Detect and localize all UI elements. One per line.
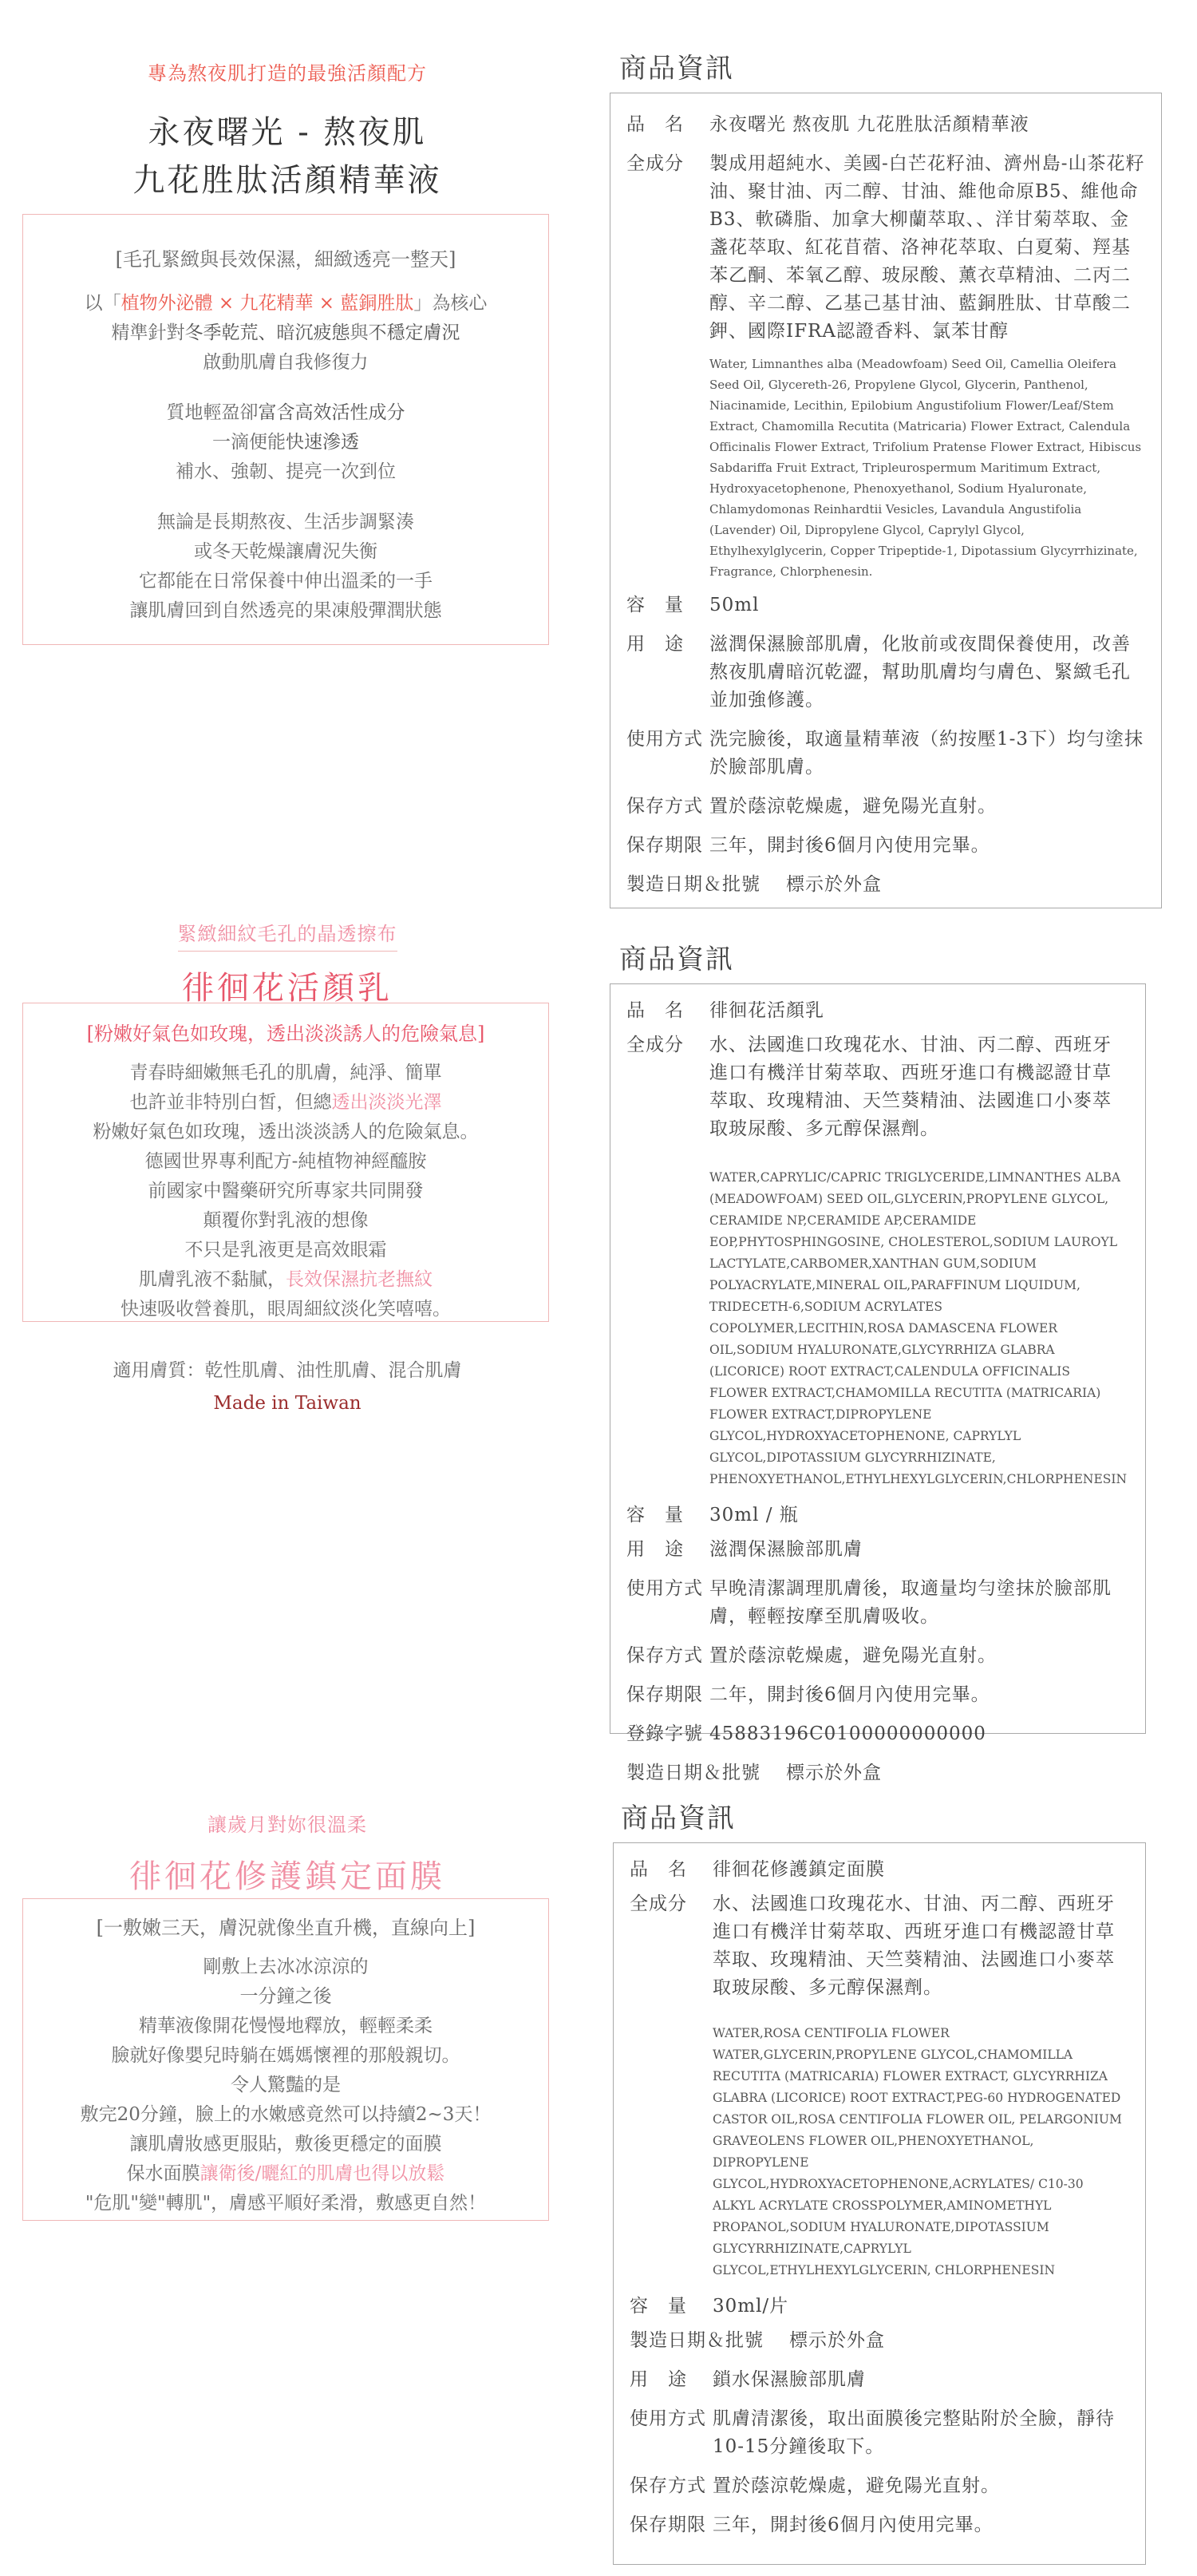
serum-description-box (22, 214, 549, 645)
mask-copy-line: 敷完20分鐘，臉上的水嫩感竟然可以持續2~3天！ (80, 2104, 492, 2125)
mask-info-title: 商品資訊 (621, 1802, 736, 1834)
product-section-mask (0, 1796, 1197, 2576)
info-row-name: 品 名 徘徊花活顏乳 (626, 1000, 824, 1021)
info-row-usage: 用 途 滋潤保濕臉部肌膚，化妝前或夜間保養使用，改善熬夜肌膚暗沉乾澀，幫助肌膚均勻膚色、緊緻毛孔並加強修護。 (626, 634, 1131, 710)
mask-copy-line: 精華液像開花慢慢地釋放，輕輕柔柔 (139, 2016, 433, 2036)
lotion-copy-line: 也許並非特別白皙，但總透出淡淡光澤 (129, 1092, 442, 1113)
serum-title-line2: 九花胜肽活顏精華液 (132, 162, 442, 199)
mask-intro (0, 1809, 575, 1897)
info-row-shelf-life: 保存期限 三年，開封後6個月內使用完畢。 (630, 2515, 994, 2535)
serum-title-line1: 永夜曙光 - 熬夜肌 (148, 114, 427, 151)
info-row-volume: 容 量 30ml / 瓶 (626, 1505, 799, 1525)
mask-copy-line: 剛敷上去冰冰涼涼的 (203, 1957, 369, 1977)
lotion-box-head: [粉嫩好氣色如玫瑰，透出淡淡誘人的危險氣息] (86, 1023, 485, 1045)
lotion-copy-line: 德國世界專利配方-純植物神經醯胺 (144, 1151, 427, 1172)
info-row-storage: 保存方式 置於蔭涼乾燥處，避免陽光直射。 (626, 1645, 997, 1666)
mask-box-head: [一敷嫩三天，膚況就像坐直升機，直線向上] (96, 1917, 476, 1939)
info-row-registration: 登錄字號 45883196C0100000000000 (626, 1723, 986, 1744)
lotion-info-title: 商品資訊 (619, 944, 734, 975)
info-row-ingredients: 全成分 製成用超純水、美國-白芒花籽油、濟州島-山茶花籽油、聚甘油、丙二醇、甘油、維他命原B5、維他命B3、軟磷脂、加拿大柳蘭萃取、、洋甘菊萃取、金盞花萃取、紅花苜蓿、洛神花萃取、白夏菊、羥基苯乙酮、苯氧乙醇、玻尿酸、薰衣草精油、二丙二醇、辛二醇、乙基己基甘油、藍銅胜肽、甘草酸二鉀、國際IFRA認證香料、氯苯甘醇 Water, Limnanthes alba (Meadowfoam) Seed Oil, Camellia Oleifera Seed Oil, Glycereth-26, Propylene Glycol, Glycerin, Panthenol, Niacinamide, Lecithin, Epilobium Angustifolium Flower/Leaf/Stem Extract, Chamomilla Recutita (Matricaria) Flower Extract, Calendula Officinalis Flower Extract, Trifolium Pratense Flower Extract, Hibiscus Sabdariffa Fruit Extract, Tripleurospermum Maritimum Extract, Hydroxyacetophenone, Phenoxyethanol, Sodium Hyaluronate, Chlamydomonas Reinhardtii Vesicles, Lavandula Angustifolia (Lavender) Oil, Dipropylene Glycol, Caprylyl Glycol, Ethylhexylglycerin, Copper Tripeptide-1, Dipotassium Glycyrrhizinate, Fragrance, Chlorphenesin. (626, 150, 1145, 587)
serum-copy-line: 一滴便能快速滲透 (212, 432, 359, 453)
product-section-lotion (0, 918, 1197, 1783)
lotion-copy-line: 前國家中醫藥研究所專家共同開發 (148, 1181, 424, 1201)
mask-copy-line: 保水面膜讓衛後/曬紅的肌膚也得以放鬆 (126, 2163, 445, 2184)
serum-copy-line: 讓肌膚回到自然透亮的果凍般彈潤狀態 (129, 600, 442, 621)
serum-copy-line: 以「植物外泌體 × 九花精華 × 藍銅胜肽」為核心 (84, 293, 488, 314)
ingredients-en: WATER,CAPRYLIC/CAPRIC TRIGLYCERIDE,LIMNANTHES ALBA (MEADOWFOAM) SEED OIL,GLYCERIN,PROPYLENE GLYCOL, CERAMIDE NP,CERAMIDE AP,CERAMIDE EOP,PHYTOSPHINGOSINE, CHOLESTEROL,SODIUM LAUROYL LACTYLATE,CARBOMER,XANTHAN GUM,SODIUM POLYACRYLATE,MINERAL OIL,PARAFFINUM LIQUIDUM, TRIDECETH-6,SODIUM ACRYLATES COPOLYMER,LECITHIN,ROSA DAMASCENA FLOWER OIL,SODIUM HYALURONATE,GLYCYRRHIZA GLABRA (LICORICE) ROOT EXTRACT,CALENDULA OFFICINALIS FLOWER EXTRACT,CHAMOMILLA RECUTITA (MATRICARIA) FLOWER EXTRACT,DIPROPYLENE GLYCOL,HYDROXYACETOPHENONE, CAPRYLYL GLYCOL,DIPOTASSIUM GLYCYRRHIZINATE, PHENOXYETHANOL,ETHYLHEXYLGLYCERIN,CHLORPHENESIN (709, 1170, 1128, 1486)
info-row-shelf-life: 保存期限 三年，開封後6個月內使用完畢。 (626, 835, 990, 856)
serum-copy-line: 或冬天乾燥讓膚況失衡 (194, 541, 377, 562)
info-row-name: 品 名 徘徊花修護鎮定面膜 (630, 1859, 885, 1880)
lotion-skin-info (0, 1355, 575, 1414)
serum-copy-line: 補水、強韌、提亮一次到位 (176, 461, 396, 482)
serum-tagline: 專為熬夜肌打造的最強活顏配方 (148, 62, 427, 85)
lotion-skin-types: 適用膚質：乾性肌膚、油性肌膚、混合肌膚 (113, 1360, 462, 1381)
info-row-ingredients: 全成分 水、法國進口玫瑰花水、甘油、丙二醇、西班牙進口有機洋甘菊萃取、西班牙進口有機認證甘草萃取、玫瑰精油、天竺葵精油、法國進口小麥萃取玻尿酸、多元醇保濕劑。 WATER,CAPRYLIC/CAPRIC TRIGLYCERIDE,LIMNANTHES ALBA (MEADOWFOAM) SEED OIL,GLYCERIN,PROPYLENE GLYCOL, CERAMIDE NP,CERAMIDE AP,CERAMIDE EOP,PHYTOSPHINGOSINE, CHOLESTEROL,SODIUM LAUROYL LACTYLATE,CARBOMER,XANTHAN GUM,SODIUM POLYACRYLATE,MINERAL OIL,PARAFFINUM LIQUIDUM, TRIDECETH-6,SODIUM ACRYLATES COPOLYMER,LECITHIN,ROSA DAMASCENA FLOWER OIL,SODIUM HYALURONATE,GLYCYRRHIZA GLABRA (LICORICE) ROOT EXTRACT,CALENDULA OFFICINALIS FLOWER EXTRACT,CHAMOMILLA RECUTITA (MATRICARIA) FLOWER EXTRACT,DIPROPYLENE GLYCOL,HYDROXYACETOPHENONE, CAPRYLYL GLYCOL,DIPOTASSIUM GLYCYRRHIZINATE, PHENOXYETHANOL,ETHYLHEXYLGLYCERIN,CHLORPHENESIN (626, 1031, 1129, 1495)
info-row-ingredients: 全成分 水、法國進口玫瑰花水、甘油、丙二醇、西班牙進口有機洋甘菊萃取、西班牙進口有機認證甘草萃取、玫瑰精油、天竺葵精油、法國進口小麥萃取玻尿酸、多元醇保濕劑。 WATER,ROSA CENTIFOLIA FLOWER WATER,GLYCERIN,PROPYLENE GLYCOL,CHAMOMILLA RECUTITA (MATRICARIA) FLOWER EXTRACT, GLYCYRRHIZA GLABRA (LICORICE) ROOT EXTRACT,PEG-60 HYDROGENATED CASTOR OIL,ROSA CENTIFOLIA FLOWER OIL, PELARGONIUM GRAVEOLENS FLOWER OIL,PHENOXYETHANOL, DIPROPYLENE GLYCOL,HYDROXYACETOPHENONE,ACRYLATES/ C10-30 ALKYL ACRYLATE CROSSPOLYMER,AMINOMETHYL PROPANOL,SODIUM HYALURONATE,DIPOTASSIUM GLYCYRRHIZINATE,CAPRYLYL GLYCOL,ETHYLHEXYLGLYCERIN, CHLORPHENESIN (630, 1890, 1129, 2286)
info-row-directions: 使用方式 早晚清潔調理肌膚後，取適量均勻塗抹於臉部肌膚，輕輕按摩至肌膚吸收。 (626, 1578, 1112, 1627)
info-row-volume: 容 量 30ml/片 (630, 2296, 789, 2317)
ingredients-en: Water, Limnanthes alba (Meadowfoam) Seed Oil, Camellia Oleifera Seed Oil, Glycereth-26, Propylene Glycol, Glycerin, Panthenol, Niacinamide, Lecithin, Epilobium Angustifolium Flower/Leaf/Stem Extract, Chamomilla Recutita (Matricaria) Flower Extract, Calendula Officinalis Flower Extract, Trifolium Pratense Flower Extract, Hibiscus Sabdariffa Fruit Extract, Tripleurospermum Maritimum Extract, Hydroxyacetophenone, Phenoxyethanol, Sodium Hyaluronate, Chlamydomonas Reinhardtii Vesicles, Lavandula Angustifolia (Lavender) Oil, Dipropylene Glycol, Caprylyl Glycol, Ethylhexylglycerin, Copper Tripeptide-1, Dipotassium Glycyrrhizinate, Fragrance, Chlorphenesin. (709, 357, 1142, 579)
info-row-usage: 用 途 滋潤保濕臉部肌膚 (626, 1539, 863, 1560)
mask-copy-line: "危肌"變"轉肌"，膚感平順好柔滑，敷感更自然！ (85, 2193, 487, 2214)
mask-tagline: 讓歲月對妳很溫柔 (207, 1814, 367, 1836)
lotion-info-box (610, 983, 1146, 1783)
info-row-manufacture-date: 製造日期＆批號 標示於外盒 (630, 2330, 885, 2351)
serum-box-head: [毛孔緊緻與長效保濕，細緻透亮一整天] (115, 248, 456, 271)
ingredients-zh: 水、法國進口玫瑰花水、甘油、丙二醇、西班牙進口有機洋甘菊萃取、西班牙進口有機認證甘草萃取、玫瑰精油、天竺葵精油、法國進口小麥萃取玻尿酸、多元醇保濕劑。 (709, 1035, 1112, 1139)
info-row-usage: 用 途 鎖水保濕臉部肌膚 (630, 2369, 866, 2390)
lotion-copy-line: 顛覆你對乳液的想像 (203, 1210, 369, 1231)
mask-copy-line: 令人驚豔的是 (231, 2075, 341, 2095)
ingredients-zh: 製成用超純水、美國-白芒花籽油、濟州島-山茶花籽油、聚甘油、丙二醇、甘油、維他命原B5、維他命B3、軟磷脂、加拿大柳蘭萃取、、洋甘菊萃取、金盞花萃取、紅花苜蓿、洛神花萃取、白夏菊、羥基苯乙酮、苯氧乙醇、玻尿酸、薰衣草精油、二丙二醇、辛二醇、乙基己基甘油、藍銅胜肽、甘草酸二鉀、國際IFRA認證香料、氯苯甘醇 (709, 153, 1145, 342)
serum-copy-line: 質地輕盈卻富含高效活性成分 (166, 402, 405, 423)
lotion-intro (0, 918, 575, 1008)
mask-copy-line: 讓肌膚妝感更服貼，敷後更穩定的面膜 (129, 2134, 442, 2155)
mask-copy-line: 臉就好像嬰兒時躺在媽媽懷裡的那般親切。 (111, 2045, 460, 2066)
serum-copy-line: 精準針對冬季乾荒、暗沉疲態與不穩定膚況 (111, 322, 460, 343)
serum-intro (0, 57, 575, 204)
mask-description-box (22, 1898, 549, 2221)
lotion-made-in: Made in Taiwan (213, 1393, 361, 1414)
info-row-storage: 保存方式 置於蔭涼乾燥處，避免陽光直射。 (626, 796, 997, 817)
mask-title: 徘徊花修護鎮定面膜 (129, 1858, 445, 1895)
info-row-directions: 使用方式 肌膚清潔後，取出面膜後完整貼附於全臉，靜待10-15分鐘後取下。 (630, 2408, 1115, 2457)
serum-copy-line: 無論是長期熬夜、生活步調緊湊 (157, 512, 414, 532)
info-row-manufacture-date: 製造日期＆批號 標示於外盒 (626, 1763, 882, 1783)
lotion-copy-line: 肌膚乳液不黏膩，長效保濕抗老撫紋 (139, 1269, 433, 1290)
lotion-copy-line: 快速吸收營養肌，眼周細紋淡化笑嘻嘻。 (120, 1299, 451, 1320)
product-section-serum (0, 0, 1197, 918)
info-row-directions: 使用方式 洗完臉後，取適量精華液（約按壓1-3下）均勻塗抹於臉部肌膚。 (626, 729, 1144, 778)
lotion-copy-line: 粉嫩好氣色如玫瑰，透出淡淡誘人的危險氣息。 (93, 1122, 479, 1142)
serum-copy-line: 它都能在日常保養中伸出溫柔的一手 (139, 571, 433, 592)
info-row-manufacture-date: 製造日期＆批號 標示於外盒 (626, 874, 882, 895)
lotion-description-box (22, 1003, 549, 1322)
info-row-storage: 保存方式 置於蔭涼乾燥處，避免陽光直射。 (630, 2475, 1000, 2496)
lotion-copy-line: 不只是乳液更是高效眼霜 (184, 1240, 387, 1260)
serum-copy-line: 啟動肌膚自我修復力 (203, 352, 369, 373)
lotion-copy-line: 青春時細嫩無毛孔的肌膚，純淨、簡單 (129, 1062, 442, 1083)
mask-copy-line: 一分鐘之後 (239, 1986, 332, 2007)
serum-info-title: 商品資訊 (619, 53, 734, 85)
mask-info-box (613, 1842, 1146, 2565)
info-row-volume: 容 量 50ml (626, 595, 760, 615)
info-row-name: 品 名 永夜曙光 熬夜肌 九花胜肽活顏精華液 (626, 114, 1029, 135)
info-row-shelf-life: 保存期限 二年，開封後6個月內使用完畢。 (626, 1684, 990, 1705)
serum-info-box (610, 93, 1162, 908)
ingredients-zh: 水、法國進口玫瑰花水、甘油、丙二醇、西班牙進口有機洋甘菊萃取、西班牙進口有機認證甘草萃取、玫瑰精油、天竺葵精油、法國進口小麥萃取玻尿酸、多元醇保濕劑。 (713, 1893, 1115, 1998)
lotion-title: 徘徊花活顏乳 (182, 970, 393, 1007)
ingredients-en: WATER,ROSA CENTIFOLIA FLOWER WATER,GLYCERIN,PROPYLENE GLYCOL,CHAMOMILLA RECUTITA (MATRICARIA) FLOWER EXTRACT, GLYCYRRHIZA GLABRA (LICORICE) ROOT EXTRACT,PEG-60 HYDROGENATED CASTOR OIL,ROSA CENTIFOLIA FLOWER OIL, PELARGONIUM GRAVEOLENS FLOWER OIL,PHENOXYETHANOL, DIPROPYLENE GLYCOL,HYDROXYACETOPHENONE,ACRYLATES/ C10-30 ALKYL ACRYLATE CROSSPOLYMER,AMINOMETHYL PROPANOL,SODIUM HYALURONATE,DIPOTASSIUM GLYCYRRHIZINATE,CAPRYLYL GLYCOL,ETHYLHEXYLGLYCERIN, CHLORPHENESIN (713, 2026, 1122, 2277)
lotion-tagline: 緊緻細紋毛孔的晶透擦布 (178, 918, 397, 952)
